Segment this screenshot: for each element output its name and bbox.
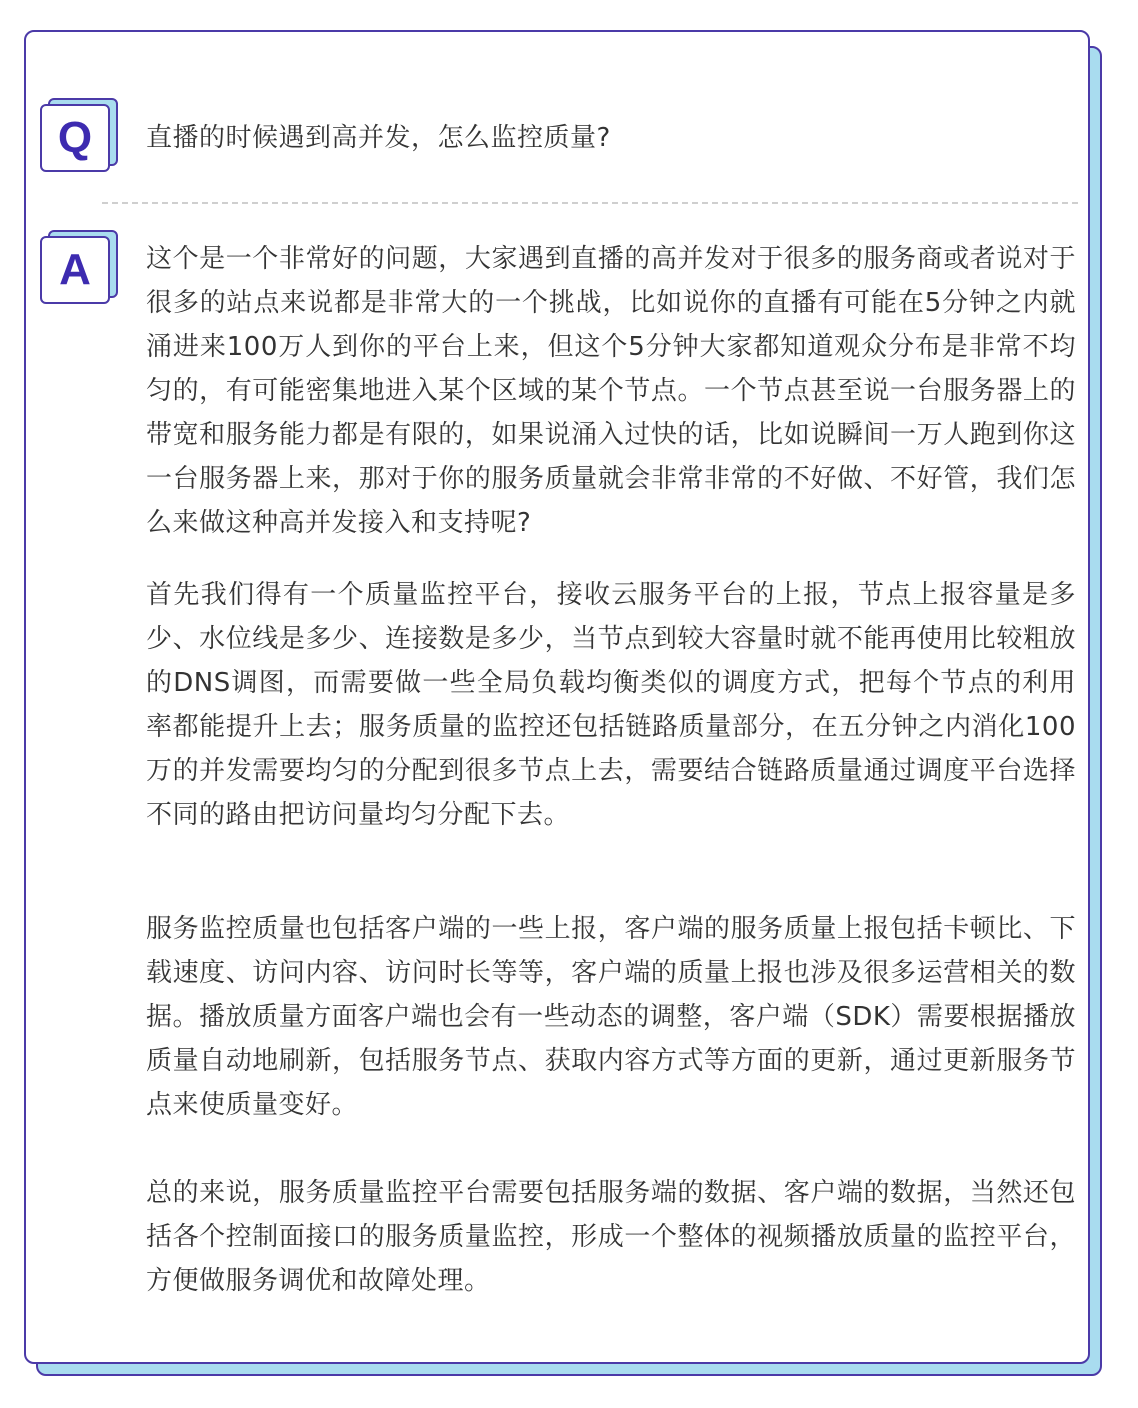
question-badge-label: Q — [40, 104, 110, 172]
question-text: 直播的时候遇到高并发，怎么监控质量? — [146, 123, 611, 153]
qa-card-wrapper — [24, 30, 1104, 1378]
answer-paragraph-1: 这个是一个非常好的问题，大家遇到直播的高并发对于很多的服务商或者说对于很多的站点来说都是非常大的一个挑战，比如说你的直播有可能在5分钟之内就涌进来100万人到你的平台上来，但这个5分钟大家都知道观众分布是非常不均匀的，有可能密集地进入某个区域的某个节点。一个节点甚至说一台服务器上的带宽和服务能力都是有限的，如果说涌入过快的话，比如说瞬间一万人跑到你这一台服务器上来，那对于你的服务质量就会非常非常的不好做、不好管，我们怎么来做这种高并发接入和支持呢? — [146, 244, 1076, 538]
answer-badge — [40, 230, 114, 296]
qa-card — [24, 30, 1090, 1364]
answer-paragraph-2: 首先我们得有一个质量监控平台，接收云服务平台的上报，节点上报容量是多少、水位线是多少、连接数是多少，当节点到较大容量时就不能再使用比较粗放的DNS调图，而需要做一些全局负载均衡类似的调度方式，把每个节点的利用率都能提升上去；服务质量的监控还包括链路质量部分，在五分钟之内消化100万的并发需要均匀的分配到很多节点上去，需要结合链路质量通过调度平台选择不同的路由把访问量均匀分配下去。 — [146, 580, 1076, 830]
answer-body — [146, 237, 1076, 1303]
dashed-divider — [102, 202, 1078, 204]
answer-paragraph-4: 总的来说，服务质量监控平台需要包括服务端的数据、客户端的数据，当然还包括各个控制面接口的服务质量监控，形成一个整体的视频播放质量的监控平台，方便做服务调优和故障处理。 — [146, 1178, 1076, 1296]
question-badge — [40, 98, 114, 164]
answer-paragraph-3: 服务监控质量也包括客户端的一些上报，客户端的服务质量上报包括卡顿比、下载速度、访问内容、访问时长等等，客户端的质量上报也涉及很多运营相关的数据。播放质量方面客户端也会有一些动态的调整，客户端（SDK）需要根据播放质量自动地刷新，包括服务节点、获取内容方式等方面的更新，通过更新服务节点来使质量变好。 — [146, 914, 1076, 1120]
answer-badge-label: A — [40, 236, 110, 304]
